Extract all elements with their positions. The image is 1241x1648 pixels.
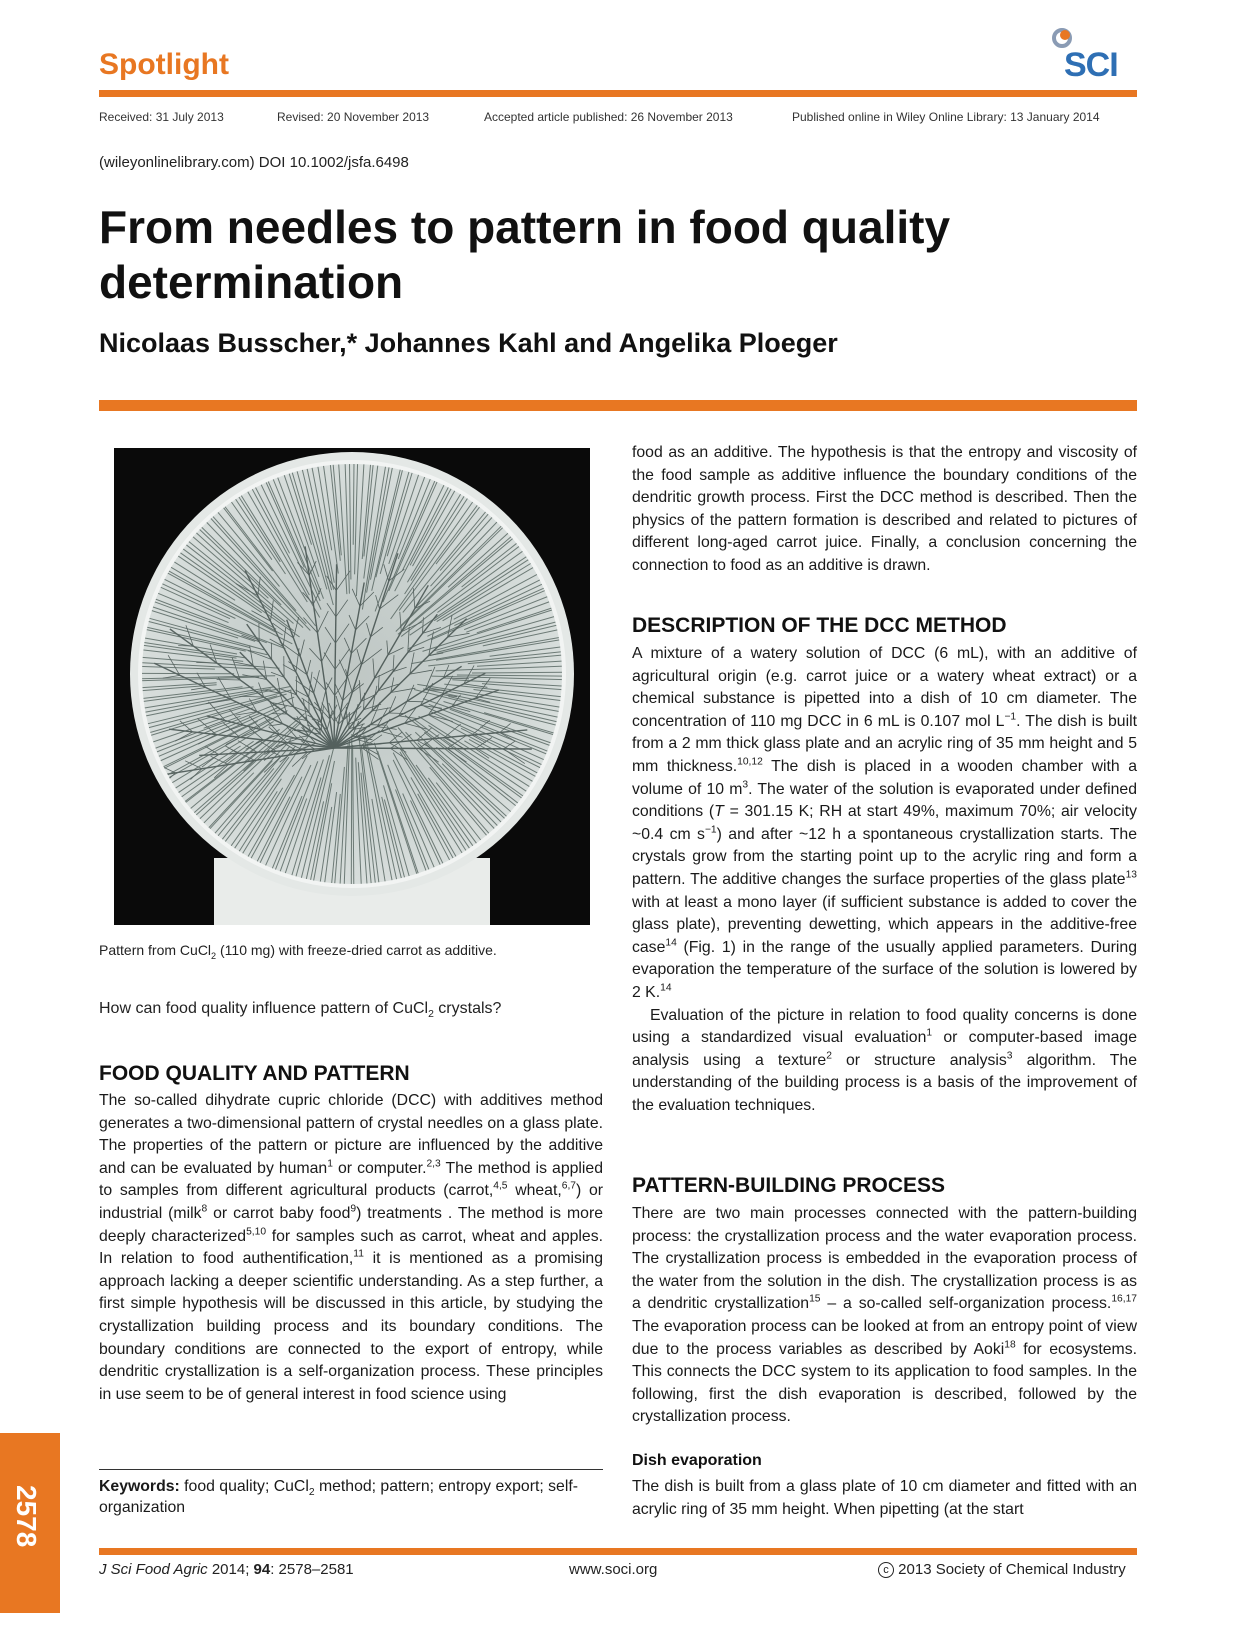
keywords: Keywords: food quality; CuCl$_2$ method; pattern; entropy export; self-organization <box>99 1478 578 1516</box>
dish-evaporation-body <box>632 1476 1137 1521</box>
article-authors: Nicolaas Busscher,* Johannes Kahl and Angelika Ploeger <box>99 328 838 358</box>
intro-paragraph: food as an additive. The hypothesis is that the entropy and viscosity of the food sample as additive influence the boundary conditions of the dendritic growth process. First the DCC method is described. Then the physics of the pattern formation is described and related to pictures of different long-aged carrot juice. Finally, a conclusion concerning the connection to food as an additive is drawn. <box>632 444 1137 574</box>
crystal-needle <box>351 734 352 886</box>
dendrite-twig <box>196 663 217 664</box>
dcc-paragraph-1: A mixture of a watery solution of DCC (6 mL), with an additive of agricultural origin (e.g. carrot juice or a watery wheat extract) or a chemical substance is pipetted into a dish of 10 cm diameter. The concentration of 110 mg DCC in 6 mL is 0.107 mol $L^{-1}$. The dish is built from a 2 mm thick glass plate and an acrylic ring of 35 mm height and 5 mm thickness.$^{10,12}$ The dish is placed in a wooden chamber with a volume of 10 $m^3$. The water of the solution is evaporated under defined conditions (T = 301.15 K; RH at start 49%, maximum 70%; air velocity ~0.4 cm $s^{-1}$) and after ~12 h a spontaneous crystallization starts. The crystals grow from the starting point up to the acrylic ring and form a pattern. The additive changes the surface properties of the glass plate$^{13}$ with at least a mono layer (if sufficient substance is added to cover the glass plate), preventing dewetting, which appears in the additive-free case$^{14}$ (Fig. 1) in the range of the usually applied parameters. During evaporation the temperature of the surface of the solution is lowered by 2 K.$^{14}$ <box>632 645 1138 1001</box>
dendrite-twig <box>407 701 423 702</box>
received-date: Received: 31 July 2013 <box>99 110 224 124</box>
figure-caption: Pattern from CuCl$_2$ (110 mg) with freeze-dried carrot as additive. <box>99 942 497 961</box>
header-rule <box>99 90 1137 97</box>
footer-rule <box>99 1548 1137 1555</box>
pattern-paragraph: There are two main processes connected with the pattern-building process: the crystallization process and the water evaporation process. The crystallization process is embedded in the evaporation process of the water from the solution in the dish. The crystallization process is as a dendritic crystallization$^{15}$ – a so-called self-organization process.$^{16,17}$ The evaporation process can be looked at from an entropy point of view due to the process variables as described by Aoki$^{18}$ for ecosystems. This connects the DCC system to its application to food samples. In the following, first the dish evaporation is described, followed by the crystallization process. <box>632 1205 1138 1426</box>
published-date: Published online in Wiley Online Library: 13 January 2014 <box>792 110 1100 124</box>
keywords-rule <box>99 1469 603 1470</box>
left-column-body <box>99 1090 603 1406</box>
pattern-building-body <box>632 1203 1137 1429</box>
doi-line: (wileyonlinelibrary.com) DOI 10.1002/jsfa.6498 <box>99 154 409 171</box>
copyright-icon: c <box>878 1562 894 1578</box>
heading-dcc-method: DESCRIPTION OF THE DCC METHOD <box>632 614 1007 637</box>
right-column-intro <box>632 442 1137 578</box>
sci-logo <box>1052 28 1136 84</box>
page-number: 2578 <box>11 1485 42 1548</box>
dcc-method-body <box>632 643 1137 1117</box>
journal-website[interactable]: www.soci.org <box>569 1561 658 1578</box>
crystal-pattern-figure <box>114 448 590 925</box>
revised-date: Revised: 20 November 2013 <box>277 110 430 124</box>
logo-dot-icon <box>1060 30 1070 40</box>
article-title: From needles to pattern in food quality determination <box>99 201 951 308</box>
dcc-paragraph-2: Evaluation of the picture in relation to food quality concerns is done using a standardized visual evaluation$^1$ or computer-based image analysis using a texture$^2$ or structure analysis$^3$ algorithm. The understanding of the building process is a basis of the improvement of the evaluation techniques. <box>632 1006 1138 1114</box>
heading-pattern-building: PATTERN-BUILDING PROCESS <box>632 1174 946 1197</box>
section-label: Spotlight <box>99 48 229 81</box>
logo-text: SCI <box>1064 46 1118 84</box>
heading-dish-evaporation: Dish evaporation <box>632 1452 762 1469</box>
crystal-pattern-image <box>114 448 590 925</box>
publication-dates <box>99 110 1137 124</box>
dish-paragraph: The dish is built from a glass plate of 10 cm diameter and fitted with an acrylic ring of 35 mm height. When pipetting (at the start <box>632 1478 1137 1518</box>
crystal-needle <box>472 672 564 673</box>
accepted-date: Accepted article published: 26 November 2013 <box>484 110 733 124</box>
journal-citation: J Sci Food Agric 2014; 94: 2578–2581 <box>99 1561 354 1578</box>
food-quality-paragraph: The so-called dihydrate cupric chloride (DCC) with additives method generates a two-dimensional pattern of crystal needles on a glass plate. The properties of the pattern or picture are influenced by the additive and can be evaluated by human$^1$ or computer.$^{2,3}$ The method is applied to samples from different agricultural products (carrot,$^{4,5}$ wheat,$^{6,7}$) or industrial (milk$^8$ or carrot baby food$^9$) treatments . The method is more deeply characterized$^{5,10}$ for samples such as carrot, wheat and apples. In relation to food authentification,$^{11}$ it is mentioned as a promising approach lacking a deeper scientific understanding. As a step further, a first simple hypothesis will be discussed in this article, by studying the crystallization building process and its boundary conditions. The boundary conditions are connected to the export of entropy, while dendritic crystallization is a self-organization process. These principles in use seem to be of general interest in food science using <box>99 1092 604 1403</box>
spotlight-question: How can food quality influence pattern of CuCl$_2$ crystals? <box>99 1000 502 1021</box>
title-rule <box>99 400 1137 411</box>
copyright: c 2013 Society of Chemical Industry <box>878 1561 1126 1578</box>
page-number-tab <box>0 1433 60 1613</box>
heading-food-quality: FOOD QUALITY AND PATTERN <box>99 1062 410 1085</box>
